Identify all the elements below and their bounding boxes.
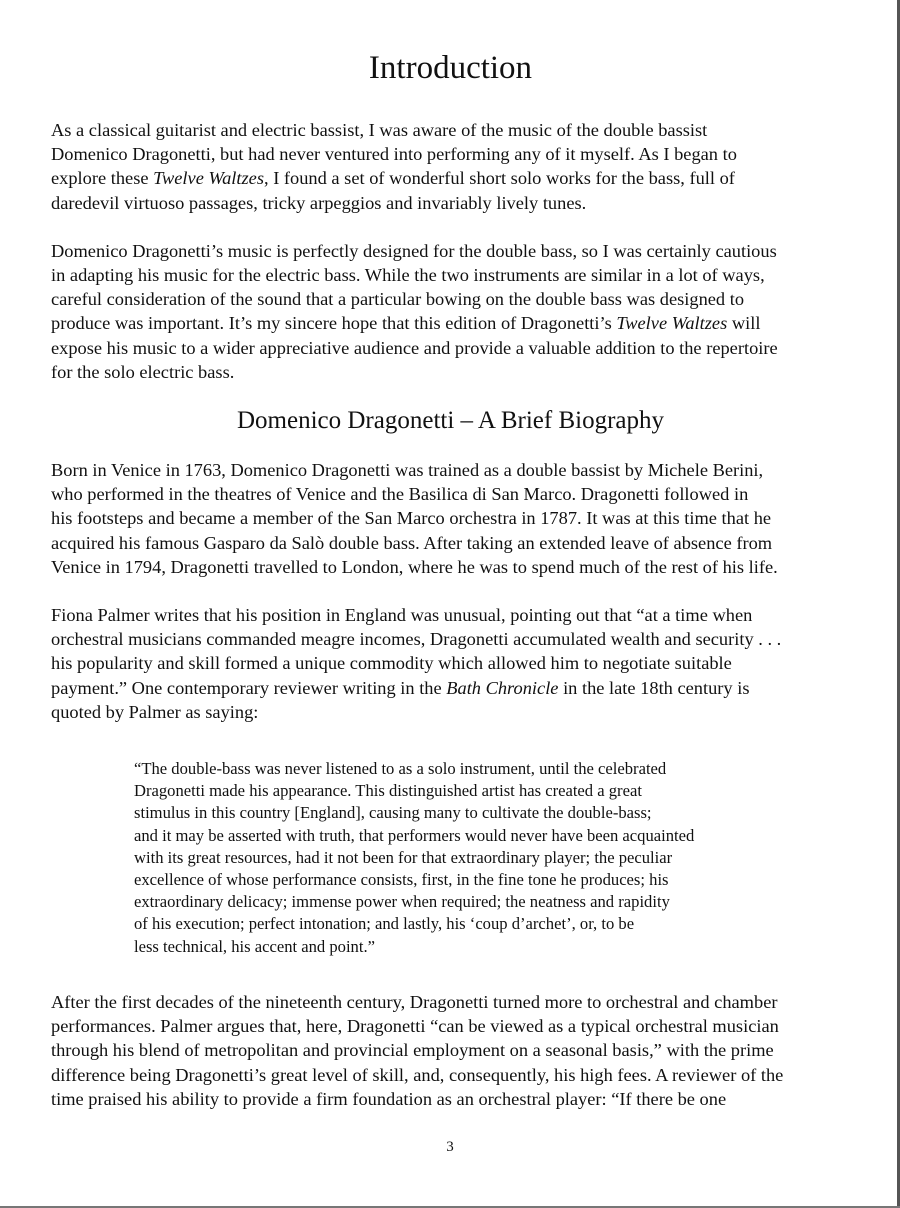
text-line: Born in Venice in 1763, Domenico Dragonetti was trained as a double bassist by Michele Berini, (51, 460, 764, 481)
text-line: performances. Palmer argues that, here, Dragonetti “can be viewed as a typical orchestral musician (51, 1016, 779, 1037)
text-line: time praised his ability to provide a firm foundation as an orchestral player: “If there be one (51, 1088, 727, 1109)
text-line (51, 311, 850, 335)
page-title: Introduction (368, 50, 533, 86)
text-line: Venice in 1794, Dragonetti travelled to London, where he was to spend much of the rest of his life. (51, 556, 778, 577)
text-line: Domenico Dragonetti, but had never ventured into performing any of it myself. As I began to (51, 144, 737, 165)
text-run: will (727, 313, 761, 334)
text-line: extraordinary delicacy; immense power when required; the neatness and rapidity (134, 892, 670, 912)
italic-title: Twelve Waltzes (616, 313, 728, 334)
text-line: who performed in the theatres of Venice and the Basilica di San Marco. Dragonetti followed in (51, 484, 749, 505)
text-run: explore these (51, 168, 154, 189)
text-line: careful consideration of the sound that a particular bowing on the double bass was designed to (51, 289, 745, 310)
text-line: less technical, his accent and point.” (134, 936, 375, 956)
biography-paragraph-3 (51, 990, 850, 1111)
text-line: stimulus in this country [England], causing many to cultivate the double-bass; (134, 803, 652, 823)
text-line: through his blend of metropolitan and provincial employment on a seasonal basis,” with the prime (51, 1040, 774, 1061)
text-line: Fiona Palmer writes that his position in England was unusual, pointing out that “at a time when (51, 605, 753, 626)
biography-heading: Domenico Dragonetti – A Brief Biography (236, 407, 664, 435)
intro-paragraph-1 (51, 118, 850, 215)
biography-paragraph-1 (51, 458, 850, 579)
text-run: , I found a set of wonderful short solo works for the bass, full of (264, 168, 735, 189)
text-line: his popularity and skill formed a unique commodity which allowed him to negotiate suitable (51, 653, 732, 674)
text-line: As a classical guitarist and electric bassist, I was aware of the music of the double bassist (51, 120, 708, 140)
reviewer-quote (134, 758, 774, 958)
page-number: 3 (446, 1139, 454, 1155)
text-line: quoted by Palmer as saying: (51, 701, 259, 722)
text-line: Domenico Dragonetti’s music is perfectly designed for the double bass, so I was certainly cautious (51, 240, 777, 261)
text-line: After the first decades of the nineteenth century, Dragonetti turned more to orchestral and chamber (51, 991, 778, 1012)
text-run: payment.” One contemporary reviewer writing in the (51, 677, 447, 698)
text-line: acquired his famous Gasparo da Salò double bass. After taking an extended leave of absence from (51, 532, 773, 553)
text-run: in the late 18th century is (558, 677, 750, 698)
text-line: “The double-bass was never listened to as a solo instrument, until the celebrated (134, 759, 667, 779)
text-run: produce was important. It’s my sincere hope that this edition of Dragonetti’s (51, 313, 617, 334)
text-line: excellence of whose performance consists, first, in the fine tone he produces; his (134, 870, 669, 890)
text-line: difference being Dragonetti’s great level of skill, and, consequently, his high fees. A reviewer of the (51, 1064, 784, 1085)
text-line: daredevil virtuoso passages, tricky arpeggios and invariably lively tunes. (51, 192, 587, 213)
text-line: expose his music to a wider appreciative audience and provide a valuable addition to the repertoire (51, 337, 778, 358)
text-line: for the solo electric bass. (51, 361, 235, 382)
text-line: of his execution; perfect intonation; and lastly, his ‘coup d’archet’, or, to be (134, 914, 635, 934)
biography-paragraph-2 (51, 603, 850, 724)
intro-paragraph-2 (51, 239, 850, 384)
text-line: orchestral musicians commanded meagre incomes, Dragonetti accumulated wealth and security . . . (51, 629, 782, 650)
text-line: in adapting his music for the electric bass. While the two instruments are similar in a lot of ways, (51, 265, 765, 286)
text-line: and it may be asserted with truth, that performers would never have been acquainted (134, 825, 695, 845)
italic-title: Bath Chronicle (446, 677, 559, 698)
italic-title: Twelve Waltzes (153, 168, 264, 189)
text-line: his footsteps and became a member of the San Marco orchestra in 1787. It was at this time that he (51, 508, 772, 529)
text-line (51, 166, 850, 190)
text-line (51, 676, 850, 700)
text-line: Dragonetti made his appearance. This distinguished artist has created a great (134, 781, 642, 801)
text-line: with its great resources, had it not been for that extraordinary player; the peculiar (134, 847, 673, 867)
